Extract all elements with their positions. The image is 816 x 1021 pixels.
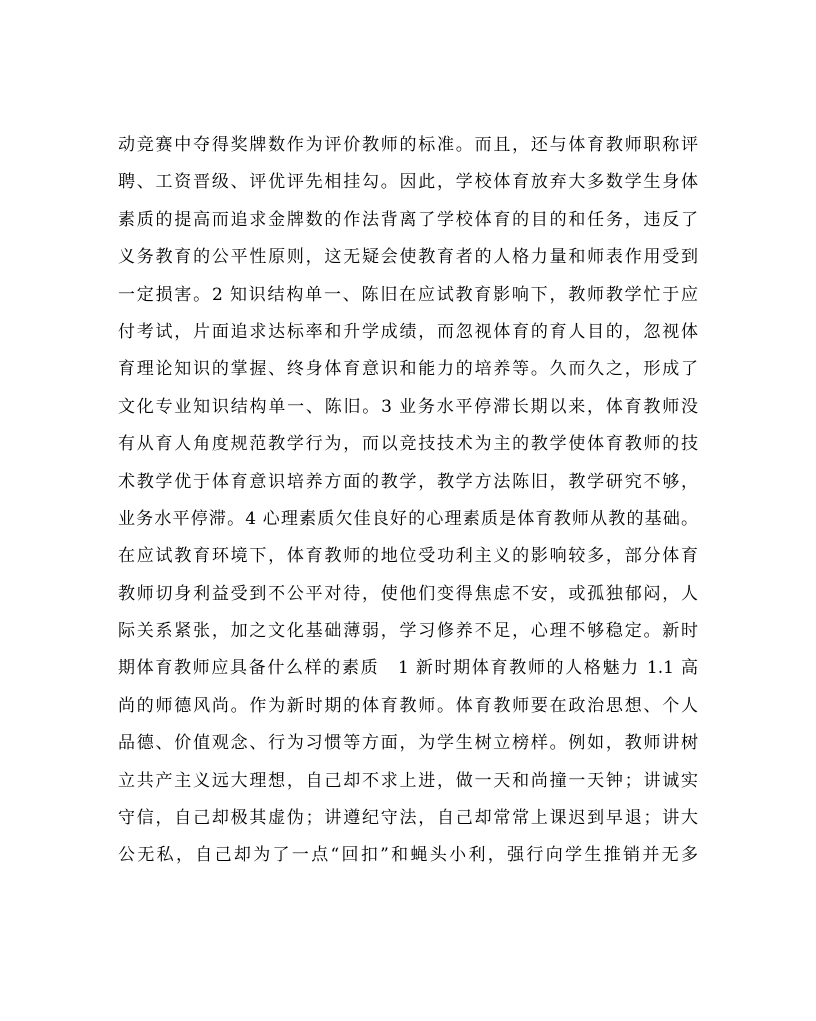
text-line-16: 尚的师德风尚。作为新时期的体育教师。体育教师要在政治思想、个人	[118, 695, 698, 716]
text-line-5: 一定损害。2 知识结构单一、陈旧在应试教育影响下，教师教学忙于应	[118, 284, 698, 305]
text-line-2: 聘、工资晋级、评优评先相挂勾。因此，学校体育放弃大多数学生身体	[118, 172, 698, 193]
text-line-12: 在应试教育环境下，体育教师的地位受功利主义的影响较多，部分体育	[118, 546, 698, 567]
text-line-13: 教师切身利益受到不公平对待，使他们变得焦虑不安，或孤独郁闷，人	[118, 583, 698, 604]
text-line-1: 动竞赛中夺得奖牌数作为评价教师的标准。而且，还与体育教师职称评	[118, 135, 698, 155]
text-line-10: 术教学优于体育意识培养方面的教学，教学方法陈旧，教学研究不够，	[118, 471, 698, 492]
text-line-15: 期体育教师应具备什么样的素质 1 新时期体育教师的人格魅力 1.1 高	[118, 658, 698, 679]
text-line-20: 公无私，自己却为了一点“回扣”和蝇头小利，强行向学生推销并无多	[118, 845, 698, 866]
text-line-7: 育理论知识的掌握、终身体育意识和能力的培养等。久而久之，形成了	[118, 359, 698, 380]
body-text	[118, 127, 698, 875]
text-line-4: 义务教育的公平性原则，这无疑会使教育者的人格力量和师表作用受到	[118, 247, 698, 268]
text-line-9: 有从育人角度规范教学行为，而以竞技技术为主的教学使体育教师的技	[118, 434, 698, 455]
text-line-11: 业务水平停滞。4 心理素质欠佳良好的心理素质是体育教师从教的基础。	[118, 508, 698, 529]
text-line-19: 守信，自己却极其虚伪；讲遵纪守法，自己却常常上课迟到早退；讲大	[118, 808, 698, 829]
text-line-6: 付考试，片面追求达标率和升学成绩，而忽视体育的育人目的，忽视体	[118, 321, 698, 342]
text-line-18: 立共产主义远大理想，自己却不求上进，做一天和尚撞一天钟；讲诚实	[118, 770, 698, 791]
text-line-3: 素质的提高而追求金牌数的作法背离了学校体育的目的和任务，违反了	[118, 209, 698, 230]
text-line-17: 品德、价值观念、行为习惯等方面，为学生树立榜样。例如，教师讲树	[118, 733, 698, 754]
text-line-14: 际关系紧张，加之文化基础薄弱，学习修养不足，心理不够稳定。新时	[118, 621, 698, 642]
text-line-8: 文化专业知识结构单一、陈旧。3 业务水平停滞长期以来，体育教师没	[118, 396, 698, 417]
